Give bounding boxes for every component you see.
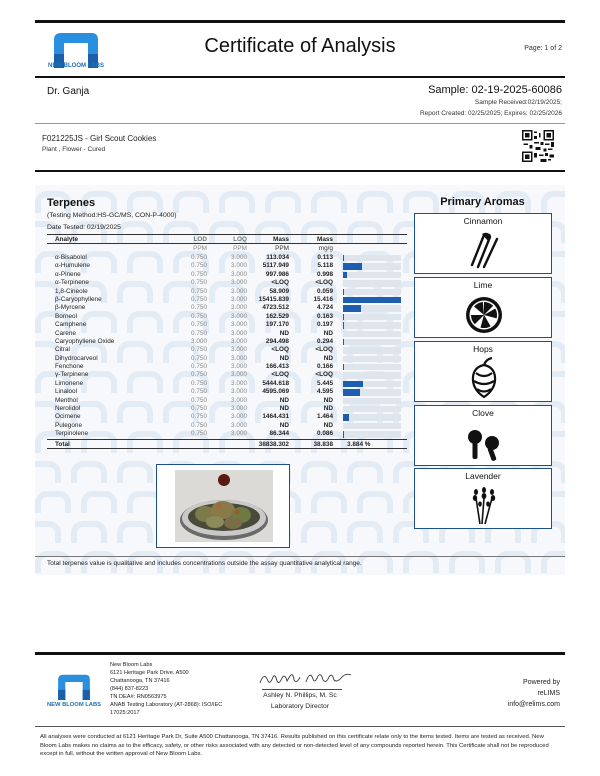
concentration-bar-track [343, 322, 401, 328]
table-header [47, 234, 407, 244]
address-line: 6121 Heritage Park Drive, A500 [110, 670, 189, 676]
concentration-bar-track [343, 372, 401, 378]
concentration-bar-fill [343, 389, 360, 395]
analyte-name: Borneol [55, 312, 78, 320]
mass-ppm: 4723.512 [262, 304, 289, 312]
loq-value: 3.000 [231, 304, 247, 312]
loq-value: 3.000 [231, 371, 247, 379]
header-mass-mg: Mass [317, 236, 333, 243]
concentration-bar-track [343, 272, 401, 278]
mass-ppm: ND [279, 354, 289, 362]
table-row [47, 288, 407, 296]
watermark-tile [35, 491, 71, 513]
analyte-name: Citral [55, 346, 70, 354]
mass-mg: 4.595 [317, 388, 333, 396]
aroma-card-cinnamon [414, 213, 552, 274]
powered-by-label: Powered by [523, 679, 560, 686]
watermark-tile [347, 521, 383, 543]
clove-icon [464, 421, 504, 463]
loq-value: 3.000 [231, 270, 247, 278]
footer-logo-icon [48, 672, 100, 702]
watermark-tile [265, 191, 301, 213]
watermark-tile [71, 521, 107, 543]
table-row [47, 279, 407, 287]
terpenes-title: Terpenes [47, 197, 96, 209]
unit-mass: PPM [275, 245, 289, 252]
info-rule [35, 123, 565, 124]
mass-ppm: 166.413 [265, 363, 289, 371]
analyte-name: α-Humulene [55, 262, 90, 270]
concentration-bar-track [343, 263, 401, 269]
analyte-name: Linalool [55, 388, 78, 396]
table-row [47, 262, 407, 270]
concentration-bar-track [343, 297, 401, 303]
analyte-name: α-Bisabolol [55, 254, 87, 261]
top-rule [35, 20, 565, 23]
table-row [47, 430, 407, 438]
mass-mg: 0.294 [317, 337, 333, 345]
loq-value: 3.000 [231, 388, 247, 396]
loq-value: 3.000 [231, 421, 247, 429]
table-row [47, 405, 407, 413]
watermark-tile [311, 191, 347, 213]
mass-ppm: 86.344 [269, 430, 289, 438]
table-row [47, 422, 407, 430]
analyte-name: β-Caryophyllene [55, 295, 102, 303]
product-name: F021225JS - Girl Scout Cookies [42, 134, 157, 143]
mass-mg: 15.416 [313, 295, 333, 303]
unit-lod: PPM [193, 245, 207, 252]
table-row [47, 313, 407, 321]
signature-icon [256, 667, 356, 689]
loq-value: 3.000 [231, 363, 247, 371]
mass-ppm: 5117.949 [262, 262, 289, 270]
watermark-tile [81, 491, 117, 513]
address-line: (844) 837-8223 [110, 686, 149, 692]
watermark-tile [35, 521, 61, 543]
loq-value: 3.000 [231, 405, 247, 413]
watermark-tile [219, 191, 255, 213]
table-body [47, 254, 407, 439]
terpenes-table [47, 234, 407, 449]
lod-value: 0.750 [191, 421, 207, 429]
analyte-name: Camphene [55, 321, 87, 329]
table-row [47, 296, 407, 304]
mass-mg: 0.197 [317, 321, 333, 329]
loq-value: 3.000 [231, 312, 247, 320]
table-row [47, 330, 407, 338]
table-row [47, 321, 407, 329]
concentration-bar-fill [343, 255, 344, 261]
loq-value: 3.000 [231, 329, 247, 337]
table-row [47, 363, 407, 371]
loq-value: 3.000 [231, 337, 247, 345]
client-name: Dr. Ganja [47, 86, 90, 97]
loq-value: 3.000 [231, 287, 247, 295]
lod-value: 0.750 [191, 388, 207, 396]
table-row [47, 338, 407, 346]
lod-value: 0.750 [191, 430, 207, 438]
aroma-card-hops [414, 341, 552, 402]
concentration-bar-track [343, 305, 401, 311]
concentration-bar-fill [343, 289, 344, 295]
lavender-icon [464, 484, 504, 526]
analyte-name: Limonene [55, 379, 84, 387]
header-loq: LOQ [233, 236, 247, 243]
lod-value: 0.750 [191, 304, 207, 312]
analyte-name: α-Pinene [55, 270, 81, 278]
analyte-name: Carene [55, 329, 76, 337]
concentration-bar-fill [343, 381, 363, 387]
terpene-note: Total terpenes value is qualitative and includes concentrations outside the assay quantitative analytical range. [47, 560, 362, 567]
powered-by-name: reLIMS [537, 690, 560, 697]
table-row [47, 413, 407, 421]
analyte-name: γ-Terpinene [55, 371, 89, 379]
page-number: Page: 1 of 2 [524, 45, 562, 52]
loq-value: 3.000 [231, 279, 247, 287]
mass-ppm: <LOQ [271, 346, 289, 354]
footer-logo-text: NEW BLOOM LABS [46, 702, 102, 708]
loq-value: 3.000 [231, 413, 247, 421]
watermark-tile [127, 191, 163, 213]
watermark-tile [301, 461, 337, 483]
lod-value: 0.750 [191, 279, 207, 287]
powered-by [480, 677, 560, 710]
analyte-name: Pulegone [55, 421, 83, 429]
mass-ppm: 4595.069 [262, 388, 289, 396]
lod-value: 0.750 [191, 346, 207, 354]
loq-value: 3.000 [231, 262, 247, 270]
analyte-name: Menthol [55, 396, 78, 404]
concentration-bar-track [343, 356, 401, 362]
mass-mg: 5.118 [317, 262, 333, 270]
concentration-bar-track [343, 381, 401, 387]
mass-ppm: ND [279, 421, 289, 429]
mass-ppm: 162.529 [265, 312, 289, 320]
concentration-bar-fill [343, 272, 347, 278]
hops-icon [464, 357, 504, 399]
lod-value: 0.750 [191, 270, 207, 278]
lod-value: 0.750 [191, 379, 207, 387]
mass-ppm: ND [279, 405, 289, 413]
analyte-name: Fenchone [55, 363, 84, 371]
analyte-name: Caryophyllene Oxide [55, 337, 115, 345]
address-line: TN DEA#: RN0563975 [110, 694, 167, 700]
lod-value: 0.750 [191, 262, 207, 270]
loq-value: 3.000 [231, 354, 247, 362]
watermark-tile [449, 551, 485, 573]
mass-ppm: 1464.431 [262, 413, 289, 421]
lod-value: 0.750 [191, 405, 207, 413]
document-title: Certificate of Analysis [204, 35, 396, 57]
concentration-bar-fill [343, 322, 344, 328]
loq-value: 3.000 [231, 430, 247, 438]
footer-rule [35, 652, 565, 655]
report-dates: Report Created: 02/25/2025; Expires: 02/25/2026 [419, 110, 562, 117]
mass-mg: 0.059 [317, 287, 333, 295]
lod-value: 3.000 [191, 337, 207, 345]
table-row [47, 388, 407, 396]
mass-mg: ND [323, 329, 333, 337]
address-line: ANAB Testing Laboratory (AT-2868): ISO/IEC [110, 702, 223, 708]
table-total-row [47, 439, 407, 449]
watermark-tile [35, 461, 61, 483]
mass-mg: 4.724 [317, 304, 333, 312]
analyte-name: β-Myrcene [55, 304, 86, 312]
loq-value: 3.000 [231, 321, 247, 329]
powered-by-email: info@relims.com [507, 701, 560, 708]
table-row [47, 304, 407, 312]
mass-ppm: 997.986 [265, 270, 289, 278]
header-lod: LOD [193, 236, 207, 243]
total-label: Total [55, 440, 70, 448]
concentration-bar-fill [343, 314, 344, 320]
aroma-label: Lavender [465, 471, 501, 481]
concentration-bar-fill [343, 339, 344, 345]
table-row [47, 346, 407, 354]
aroma-label: Lime [473, 280, 493, 290]
mass-ppm: 15415.839 [258, 295, 289, 303]
lab-address [110, 661, 235, 717]
lod-value: 0.750 [191, 329, 207, 337]
concentration-bar-track [343, 314, 401, 320]
mass-ppm: 113.034 [266, 254, 289, 261]
watermark-tile [117, 461, 153, 483]
total-ppm: 38838.302 [258, 440, 289, 448]
lod-value: 0.750 [191, 254, 207, 261]
watermark-tile [357, 491, 393, 513]
watermark-tile [541, 551, 565, 573]
signature-line [262, 689, 342, 690]
concentration-bar-track [343, 339, 401, 345]
table-units [47, 244, 407, 254]
header-rule [35, 76, 565, 78]
concentration-bar-track [343, 364, 401, 370]
mass-ppm: 294.498 [265, 337, 289, 345]
product-type: Plant , Flower - Cured [42, 146, 106, 153]
total-percent: 3.884 % [347, 440, 371, 448]
address-line: New Bloom Labs [110, 662, 153, 668]
aroma-label: Hops [473, 344, 493, 354]
table-row [47, 380, 407, 388]
concentration-bar-track [343, 431, 401, 437]
lod-value: 0.750 [191, 371, 207, 379]
unit-mass-mg: mg/g [318, 245, 333, 252]
mass-ppm: ND [279, 396, 289, 404]
lod-value: 0.750 [191, 413, 207, 421]
header-analyte: Analyte [55, 236, 79, 243]
loq-value: 3.000 [231, 379, 247, 387]
cinnamon-icon [464, 229, 504, 271]
aroma-card-clove [414, 405, 552, 466]
mass-ppm: 58.909 [269, 287, 289, 295]
watermark-tile [117, 521, 153, 543]
sample-photo-frame [156, 464, 290, 548]
mass-mg: <LOQ [315, 371, 333, 379]
aroma-card-lavender [414, 468, 552, 529]
watermark-tile [347, 461, 383, 483]
analyte-name: 1,8-Cineole [55, 287, 88, 295]
mass-ppm: 5444.618 [262, 379, 289, 387]
analyte-name: Terpinolene [55, 430, 89, 438]
concentration-bar-track [343, 414, 401, 420]
signer-title: Laboratory Director [270, 703, 330, 710]
mass-mg: ND [323, 396, 333, 404]
unit-loq: PPM [233, 245, 247, 252]
address-line: Chattanooga, TN 37416 [110, 678, 170, 684]
signer-name: Ashley N. Phillips, M. Sc [263, 692, 337, 699]
address-line: 17025:2017 [110, 710, 140, 716]
lod-value: 0.750 [191, 321, 207, 329]
concentration-bar-fill [343, 305, 361, 311]
mass-mg: ND [323, 354, 333, 362]
analyte-name: Ocimene [55, 413, 81, 421]
loq-value: 3.000 [231, 295, 247, 303]
aroma-label: Cinnamon [463, 216, 503, 226]
loq-value: 3.000 [231, 346, 247, 354]
concentration-bar-fill [343, 297, 401, 303]
mass-mg: <LOQ [315, 279, 333, 287]
terpenes-method: (Testing Method:HS-GC/MS, CON-P-4000) [47, 212, 177, 219]
terpenes-date: Date Tested: 02/19/2025 [47, 224, 121, 231]
mass-mg: ND [323, 421, 333, 429]
table-row [47, 397, 407, 405]
table-row [47, 254, 407, 262]
concentration-bar-fill [343, 431, 344, 437]
lod-value: 0.750 [191, 396, 207, 404]
lod-value: 0.750 [191, 295, 207, 303]
watermark-tile [357, 191, 393, 213]
lod-value: 0.750 [191, 312, 207, 320]
watermark-tile [173, 191, 209, 213]
product-rule [35, 170, 565, 172]
watermark-tile [495, 551, 531, 573]
aroma-label: Clove [472, 408, 494, 418]
concentration-bar-track [343, 255, 401, 261]
note-rule [35, 556, 565, 557]
lod-value: 0.750 [191, 363, 207, 371]
watermark-tile [301, 521, 337, 543]
loq-value: 3.000 [231, 254, 247, 261]
analyte-name: Dihydrocarveol [55, 354, 98, 362]
analyte-name: Nerolidol [55, 405, 81, 413]
mass-ppm: 197.170 [265, 321, 289, 329]
cannabis-sample-image [175, 470, 273, 542]
table-row [47, 271, 407, 279]
concentration-bar-track [343, 331, 401, 337]
concentration-bar-track [343, 423, 401, 429]
header-mass: Mass [273, 236, 289, 243]
table-row [47, 371, 407, 379]
lod-value: 0.750 [191, 354, 207, 362]
mass-mg: 0.163 [317, 312, 333, 320]
total-mg: 38.838 [313, 440, 333, 448]
mass-mg: 0.998 [317, 270, 333, 278]
mass-mg: <LOQ [315, 346, 333, 354]
concentration-bar-track [343, 389, 401, 395]
qr-code-icon [522, 130, 554, 162]
mass-mg: ND [323, 405, 333, 413]
watermark-tile [71, 461, 107, 483]
lod-value: 0.750 [191, 287, 207, 295]
sample-photo [175, 470, 273, 542]
concentration-bar-fill [343, 414, 349, 420]
concentration-bar-fill [343, 263, 362, 269]
concentration-bar-track [343, 289, 401, 295]
mass-mg: 5.445 [317, 379, 333, 387]
watermark-tile [311, 491, 347, 513]
lime-icon [464, 293, 504, 335]
header-logo-text: NEW BLOOM LABS [48, 63, 104, 69]
concentration-bar-fill [343, 364, 344, 370]
mass-ppm: <LOQ [271, 371, 289, 379]
concentration-bar-track [343, 347, 401, 353]
loq-value: 3.000 [231, 396, 247, 404]
analyte-name: α-Terpinene [55, 279, 89, 287]
table-row [47, 355, 407, 363]
aroma-card-lime [414, 277, 552, 338]
concentration-bar-track [343, 406, 401, 412]
mass-mg: 0.166 [317, 363, 333, 371]
mass-mg: 0.086 [317, 430, 333, 438]
mass-mg: 1.464 [317, 413, 333, 421]
concentration-bar-track [343, 398, 401, 404]
mass-ppm: ND [279, 329, 289, 337]
watermark-tile [403, 551, 439, 573]
watermark-tile [357, 551, 393, 573]
sample-id: Sample: 02-19-2025-60086 [428, 84, 562, 96]
mass-ppm: <LOQ [271, 279, 289, 287]
mass-mg: 0.113 [317, 254, 333, 261]
disclaimer: All analyses were conducted at 6121 Heritage Park Dr, Suite A500 Chattanooga, TN 37416. Results published on this certificate relate only to the items tested. Items are tested as received. New Bloom Labs makes no claims as to the efficacy, safety, or other risks associated with any detected or non-detected level of any compounds reported herein. This Certificate shall not be reproduced except in full, without the written approval of New Bloom Labs. [40, 734, 549, 758]
concentration-bar-track [343, 280, 401, 286]
disclaimer-rule [35, 726, 565, 727]
sample-received: Sample Received:02/19/2025; [474, 99, 562, 106]
aromas-title: Primary Aromas [440, 196, 525, 208]
